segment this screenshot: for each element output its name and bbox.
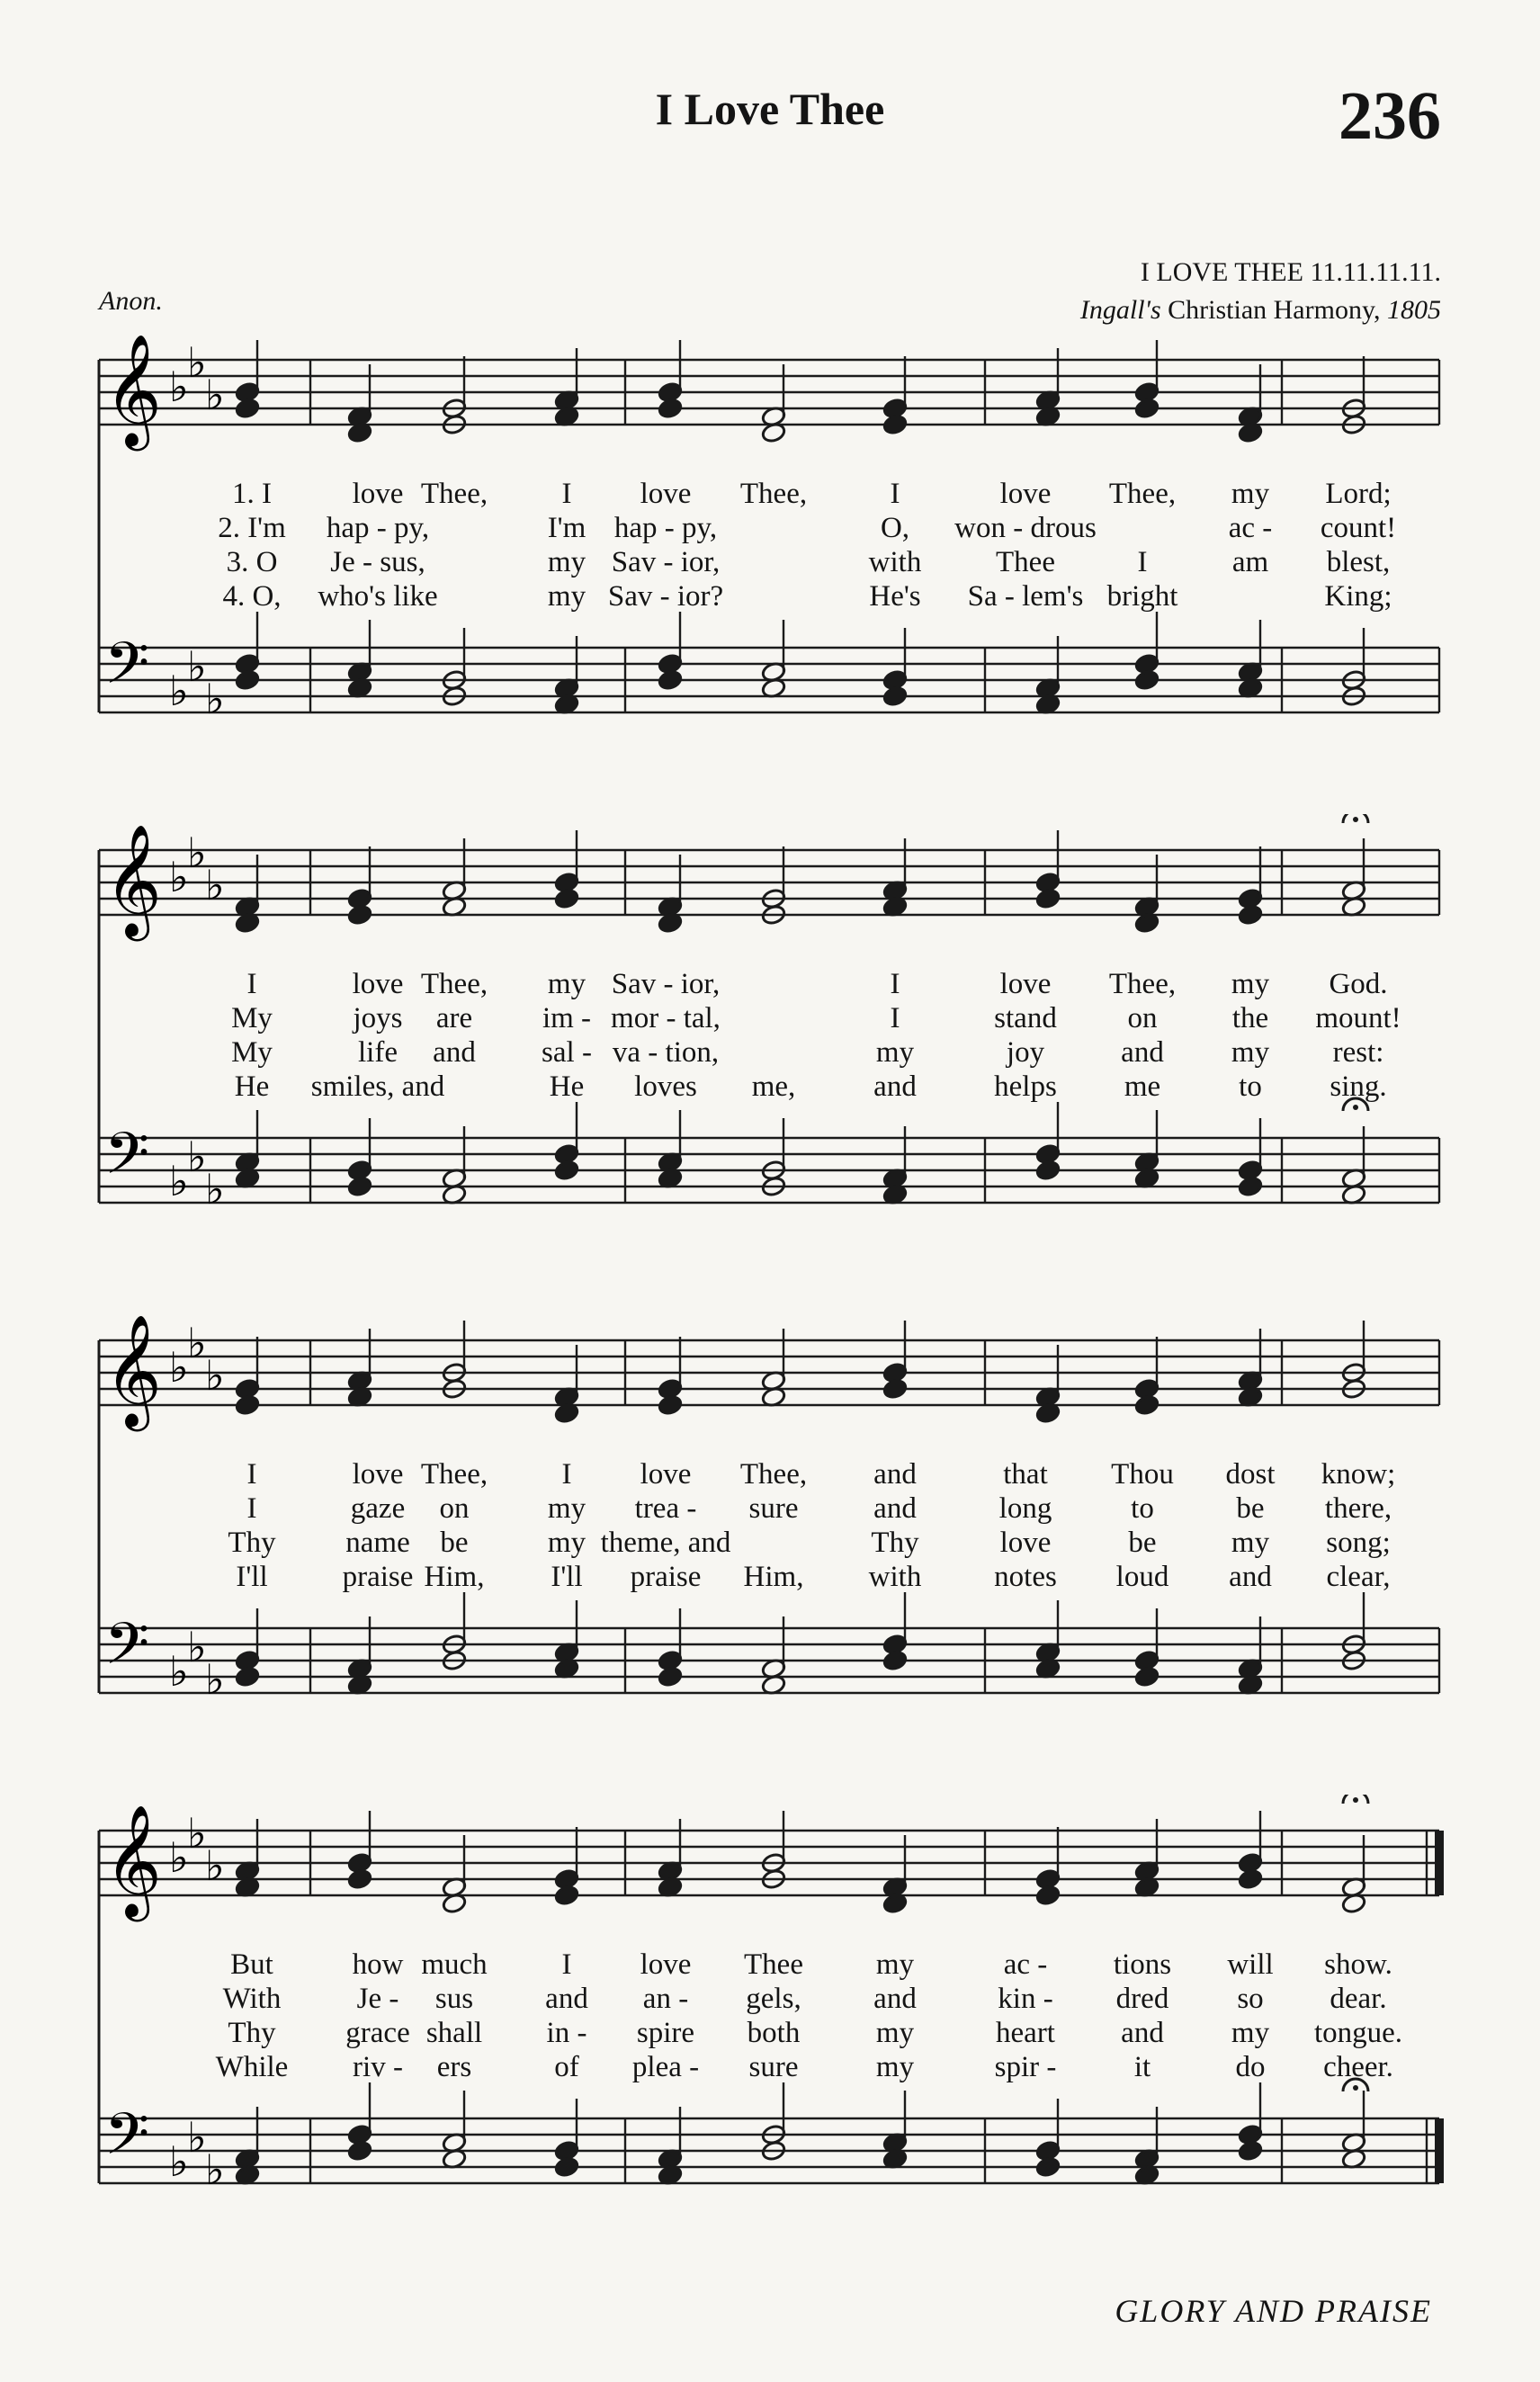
lyric-syllable: love [999,1527,1052,1559]
lyric-syllable: I [246,968,257,1000]
lyric-syllable: my [1231,2017,1270,2049]
tune-name: I LOVE THEE 11.11.11.11. [1140,257,1441,287]
fermata-dot [1353,817,1358,822]
lyric-syllable: and [433,1036,476,1069]
lyric-syllable: and [1121,2017,1164,2049]
note-head [554,1160,579,1181]
lyric-line [99,1457,1448,1491]
lyric-syllable: clear, [1326,1561,1391,1593]
note-head [235,1666,260,1688]
lyric-syllable: I'll [236,1561,268,1593]
note-head [1134,398,1159,419]
note-head [1134,1666,1159,1688]
lyric-syllable: sing. [1330,1070,1387,1103]
lyric-syllable: count! [1320,512,1397,544]
lyric-syllable: be [1128,1527,1157,1559]
lyric-syllable: stand [994,1002,1057,1034]
lyric-syllable: I [561,478,572,510]
flat-icon: ♭ [205,1167,225,1213]
tune-source-year: 1805 [1387,295,1441,325]
bass-clef-icon: 𝄢 [104,631,150,712]
note-head [554,2156,579,2178]
lyric-syllable: Him, [424,1561,485,1593]
lyric-syllable: my [1231,968,1270,1000]
lyric-syllable: an - [642,1983,689,2015]
lyric-syllable: loud [1115,1561,1169,1593]
lyric-line [99,511,1448,545]
lyric-syllable: my [547,546,586,578]
lyric-syllable: and [873,1070,917,1103]
bass-clef-icon: 𝄢 [104,1121,150,1202]
treble-clef-icon: 𝄞 [104,1314,162,1427]
lyric-syllable: are [435,1002,473,1034]
flat-icon: ♭ [187,2115,207,2161]
flat-icon: ♭ [187,1134,207,1180]
note-head [347,904,372,926]
lyric-line [99,967,1448,1001]
note-head [554,1885,579,1906]
flat-icon: ♭ [187,830,207,876]
note-head [1134,669,1159,691]
lyric-syllable: ers [436,2051,472,2083]
lyric-syllable: heart [996,2017,1055,2049]
lyric-syllable: sure [748,2051,799,2083]
lyric-syllable: Thee [744,1948,803,1981]
lyric-syllable: Thy [228,1527,276,1559]
lyric-syllable: Thee, [1108,478,1177,510]
flat-icon: ♭ [187,1321,207,1366]
note-head [882,685,908,707]
lyric-syllable: and [545,1983,588,2015]
note-head [882,1650,908,1671]
lyrics-block [99,1457,1448,1594]
lyric-syllable: Thee [996,546,1055,578]
note-head [1238,1868,1263,1890]
lyric-syllable: love [352,478,404,510]
lyric-syllable: va - tion, [612,1036,720,1069]
lyric-syllable: dear. [1330,1983,1387,2015]
page-title: I Love Thee [655,84,885,134]
lyric-syllable: blest, [1326,546,1391,578]
lyric-syllable: on [439,1492,470,1525]
treble-clef-icon: 𝄞 [104,1804,162,1917]
lyric-syllable: love [640,478,692,510]
lyric-syllable: kin - [998,1983,1053,2015]
lyric-syllable: smiles, and [310,1070,445,1103]
lyric-syllable: 3. O [226,546,278,578]
lyric-syllable: gels, [746,1983,801,2015]
lyric-syllable: my [1231,1527,1270,1559]
lyric-syllable: in - [546,2017,587,2049]
note-head [235,669,260,691]
note-head [1238,904,1263,926]
lyric-syllable: that [1003,1458,1048,1491]
flat-icon: ♭ [205,2147,225,2193]
book-title-footer: GLORY AND PRAISE [1115,2293,1432,2329]
note-head [1238,1176,1263,1197]
lyric-syllable: tions [1113,1948,1172,1981]
lyric-syllable: with [868,546,922,578]
lyric-syllable: dost [1225,1458,1276,1491]
lyric-syllable: loves [634,1070,697,1103]
flat-icon: ♭ [187,644,207,690]
lyric-syllable: tongue. [1313,2017,1403,2049]
lyric-syllable: it [1133,2051,1151,2083]
lyric-syllable: theme, and [600,1527,731,1559]
lyric-syllable: I [561,1458,572,1491]
lyrics-block [99,1948,1448,2084]
lyric-syllable: my [875,1948,915,1981]
lyric-syllable: to [1131,1492,1154,1525]
bass-staff [99,1121,1439,1213]
lyric-syllable: Thee, [420,478,488,510]
treble-staff [99,1804,1439,1921]
lyric-syllable: know; [1321,1458,1396,1491]
lyric-syllable: sus [434,1983,474,2015]
treble-clef-icon: 𝄞 [104,334,162,446]
lyric-syllable: name [345,1527,410,1559]
tune-source-text: Christian Harmony, [1160,295,1387,325]
lyric-syllable: 2. I'm [218,512,286,544]
lyric-syllable: and [1229,1561,1272,1593]
lyric-syllable: While [215,2051,289,2083]
lyrics-block [99,967,1448,1104]
lyric-syllable: do [1235,2051,1266,2083]
lyric-line [99,545,1448,579]
lyric-line [99,1948,1448,1982]
bass-clef-icon: 𝄢 [104,2101,150,2182]
note-head [347,2140,372,2162]
lyric-syllable: I'm [547,512,586,544]
lyric-line [99,579,1448,613]
lyric-syllable: He [549,1070,585,1103]
lyric-syllable: He [234,1070,270,1103]
lyric-syllable: I'll [551,1561,583,1593]
lyric-syllable: be [1236,1492,1265,1525]
lyric-syllable: love [999,968,1052,1000]
lyric-syllable: love [640,1948,692,1981]
lyric-line [99,2016,1448,2050]
lyric-line [99,477,1448,511]
lyric-syllable: ac - [1228,512,1273,544]
flat-icon: ♭ [169,855,189,900]
note-head [1035,888,1061,909]
flat-icon: ♭ [205,676,225,722]
flat-icon: ♭ [169,668,189,714]
lyric-syllable: grace [345,2017,410,2049]
lyric-syllable: show. [1324,1948,1392,1981]
lyric-syllable: Thee, [739,1458,808,1491]
flat-icon: ♭ [205,1843,225,1889]
flat-icon: ♭ [205,1353,225,1399]
lyric-syllable: sure [748,1492,799,1525]
hymn-number: 236 [1339,78,1441,154]
lyric-syllable: the [1231,1002,1269,1034]
flat-icon: ♭ [169,1345,189,1391]
lyric-syllable: be [440,1527,469,1559]
lyric-syllable: Thou [1111,1458,1174,1491]
lyric-syllable: spire [636,2017,695,2049]
lyric-syllable: Sav - ior? [607,580,724,613]
note-head [347,1176,372,1197]
lyric-syllable: how [352,1948,404,1981]
lyrics-block [99,477,1448,613]
lyric-line [99,1035,1448,1070]
lyric-syllable: my [1231,1036,1270,1069]
note-head [882,414,908,435]
lyric-syllable: song; [1326,1527,1391,1559]
lyric-syllable: Sav - ior, [611,546,721,578]
note-head [658,398,683,419]
lyric-syllable: Thee, [420,1458,488,1491]
lyric-syllable: King; [1324,580,1392,613]
lyric-syllable: Je - [356,1983,399,2015]
lyric-syllable: will [1227,1948,1274,1981]
flat-icon: ♭ [205,372,225,418]
lyric-syllable: I [1137,546,1148,578]
note-head [1035,1885,1061,1906]
lyric-syllable: Sa - lem's [967,580,1084,613]
lyric-syllable: O, [880,512,910,544]
lyric-syllable: I [890,1002,900,1034]
lyric-syllable: praise [630,1561,702,1593]
lyric-line [99,1070,1448,1104]
lyric-syllable: on [1127,1002,1158,1034]
lyric-syllable: hap - py, [613,512,718,544]
lyric-line [99,1491,1448,1526]
lyric-syllable: I [890,968,900,1000]
lyric-syllable: Thee, [1108,968,1177,1000]
lyric-syllable: so [1237,1983,1264,2015]
lyric-syllable: Thee, [739,478,808,510]
lyric-syllable: my [875,2017,915,2049]
lyric-syllable: mount! [1315,1002,1401,1034]
lyric-syllable: notes [994,1561,1057,1593]
lyric-syllable: there, [1324,1492,1392,1525]
fermata-dot [1353,2085,1358,2091]
treble-clef-icon: 𝄞 [104,824,162,936]
lyric-syllable: He's [869,580,921,613]
flat-icon: ♭ [169,2139,189,2185]
lyric-line [99,1526,1448,1560]
lyric-syllable: love [352,1458,404,1491]
lyric-syllable: My [231,1002,273,1034]
lyric-syllable: who's like [318,580,438,613]
lyric-syllable: Je - sus, [330,546,425,578]
flat-icon: ♭ [169,1649,189,1695]
lyric-syllable: I [890,478,900,510]
lyric-syllable: my [875,1036,915,1069]
note-head [235,1394,260,1416]
lyric-syllable: my [1231,478,1270,510]
author-credit: Anon. [99,286,163,316]
note-head [347,1868,372,1890]
treble-staff [99,334,1439,451]
lyric-syllable: im - [542,1002,592,1034]
note-head [235,398,260,419]
lyric-syllable: bright [1106,580,1178,613]
lyric-syllable: love [352,968,404,1000]
tune-source-italic: Ingall's [1079,295,1161,325]
lyric-syllable: my [875,2051,915,2083]
lyric-syllable: Thy [871,1527,919,1559]
lyric-syllable: my [547,1492,586,1525]
lyric-syllable: and [873,1458,917,1491]
lyric-syllable: shall [425,2017,483,2049]
lyric-syllable: cheer. [1323,2051,1393,2083]
note-head [658,1666,683,1688]
bass-clef-icon: 𝄢 [104,1611,150,1692]
lyric-syllable: my [547,1527,586,1559]
lyric-syllable: won - drous [954,512,1097,544]
lyric-syllable: riv - [353,2051,403,2083]
lyric-line [99,1560,1448,1594]
flat-icon: ♭ [169,1835,189,1881]
flat-icon: ♭ [169,364,189,410]
lyric-syllable: rest: [1332,1036,1384,1069]
lyric-syllable: Thee, [420,968,488,1000]
treble-staff [99,1314,1439,1431]
lyric-syllable: Thy [228,2017,276,2049]
bass-staff [99,631,1439,722]
bass-staff [99,1611,1439,1703]
lyric-syllable: praise [342,1561,414,1593]
note-head [1035,1160,1061,1181]
lyric-syllable: to [1239,1070,1262,1103]
note-head [554,888,579,909]
lyric-syllable: and [873,1492,917,1525]
lyric-syllable: joy [1006,1036,1045,1069]
lyric-syllable: 4. O, [222,580,282,613]
lyric-syllable: God. [1329,968,1388,1000]
lyric-syllable: love [640,1458,692,1491]
flat-icon: ♭ [169,1159,189,1204]
tune-source [1080,295,1441,326]
lyric-line [99,1982,1448,2016]
lyric-syllable: and [873,1983,917,2015]
note-head [882,1378,908,1400]
lyric-syllable: I [246,1492,257,1525]
lyric-line [99,1001,1448,1035]
note-head [1134,1394,1159,1416]
lyric-syllable: and [1121,1036,1164,1069]
lyric-syllable: my [547,968,586,1000]
lyric-syllable: love [999,478,1052,510]
lyric-syllable: I [246,1458,257,1491]
lyric-syllable: My [231,1036,273,1069]
lyric-syllable: me, [751,1070,796,1103]
lyric-syllable: trea - [634,1492,697,1525]
lyric-syllable: Him, [743,1561,804,1593]
lyric-syllable: dred [1115,1983,1169,2015]
lyric-syllable: sal - [542,1036,592,1069]
note-head [1035,2156,1061,2178]
flat-icon: ♭ [205,1657,225,1703]
note-head [658,1394,683,1416]
lyric-syllable: 1. I [232,478,272,510]
lyric-syllable: Lord; [1325,478,1392,510]
lyric-syllable: mor - tal, [611,1002,721,1034]
lyric-syllable: Sav - ior, [611,968,721,1000]
lyric-line [99,2050,1448,2084]
lyric-syllable: I [561,1948,572,1981]
flat-icon: ♭ [187,1811,207,1857]
lyric-syllable: me [1124,1070,1161,1103]
flat-icon: ♭ [187,1625,207,1670]
lyric-syllable: joys [353,1002,403,1034]
lyric-syllable: am [1231,546,1269,578]
lyric-syllable: gaze [350,1492,406,1525]
lyric-syllable: But [230,1948,273,1981]
lyric-syllable: much [421,1948,488,1981]
lyric-syllable: my [547,580,586,613]
lyric-syllable: life [358,1036,398,1069]
lyric-syllable: hap - py, [326,512,430,544]
lyric-syllable: with [868,1561,922,1593]
fermata-dot [1353,1797,1358,1803]
lyric-syllable: long [998,1492,1052,1525]
lyric-syllable: With [222,1983,282,2015]
flat-icon: ♭ [187,340,207,386]
lyric-syllable: helps [994,1070,1057,1103]
flat-icon: ♭ [205,863,225,909]
lyric-syllable: spir - [994,2051,1057,2083]
lyric-syllable: plea - [631,2051,700,2083]
lyric-syllable: both [747,2017,801,2049]
note-head [658,669,683,691]
fermata-dot [1353,1105,1358,1110]
note-head [1238,2140,1263,2162]
lyric-syllable: of [554,2051,579,2083]
lyric-syllable: ac - [1003,1948,1048,1981]
bass-staff [99,2101,1439,2193]
